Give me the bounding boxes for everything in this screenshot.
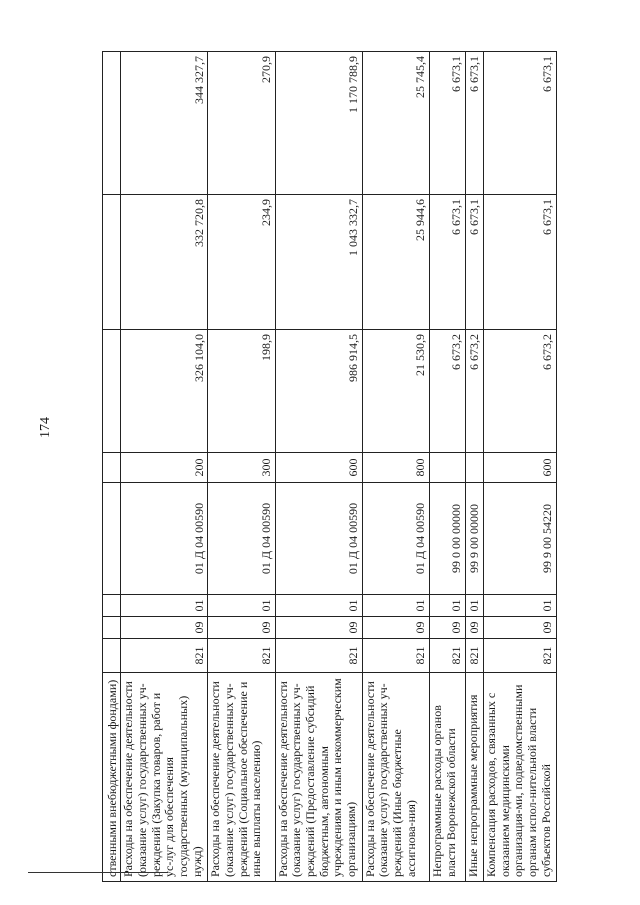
vr-code (429, 453, 465, 483)
table-row (103, 52, 121, 882)
csr-code: 01 Д 04 00590 (275, 483, 362, 595)
csr-code: 99 9 00 54220 (484, 483, 557, 595)
ved-code: 821 (275, 639, 362, 673)
row-name: Расходы на обеспечение деятельности (оказание услуг) государственных уч-реждений (Предоставление субсидий бюджетным, автономным учреждениям и иным некоммерческим организациям) (275, 673, 362, 882)
pr-code (103, 595, 121, 617)
csr-code: 99 9 00 00000 (465, 483, 483, 595)
pr-code: 01 (484, 595, 557, 617)
ved-code: 821 (429, 639, 465, 673)
budget-table-rotated-wrapper (102, 52, 557, 882)
amount-year-2 (103, 195, 121, 330)
rz-code: 09 (121, 617, 208, 639)
budget-table (102, 51, 557, 882)
rz-code (103, 617, 121, 639)
csr-code: 01 Д 04 00590 (121, 483, 208, 595)
table-row (484, 52, 557, 882)
amount-year-1: 6 673,2 (465, 330, 483, 453)
amount-year-2: 234,9 (208, 195, 275, 330)
rz-code: 09 (208, 617, 275, 639)
vr-code: 600 (484, 453, 557, 483)
rz-code: 09 (275, 617, 362, 639)
amount-year-3: 344 327,7 (121, 52, 208, 195)
amount-year-3: 25 745,4 (362, 52, 429, 195)
pr-code: 01 (275, 595, 362, 617)
pr-code: 01 (465, 595, 483, 617)
csr-code: 99 0 00 00000 (429, 483, 465, 595)
amount-year-2: 6 673,1 (465, 195, 483, 330)
table-row (465, 52, 483, 882)
amount-year-1 (103, 330, 121, 453)
vr-code: 300 (208, 453, 275, 483)
amount-year-2: 6 673,1 (484, 195, 557, 330)
rz-code: 09 (362, 617, 429, 639)
csr-code (103, 483, 121, 595)
amount-year-1: 21 530,9 (362, 330, 429, 453)
ved-code: 821 (465, 639, 483, 673)
row-name: Иные непрограммные мероприятия (465, 673, 483, 882)
page-number: 174 (38, 417, 53, 438)
amount-year-3: 6 673,1 (484, 52, 557, 195)
rz-code: 09 (429, 617, 465, 639)
amount-year-3: 6 673,1 (465, 52, 483, 195)
row-name: Расходы на обеспечение деятельности (оказание услуг) государственных уч-реждений (Иные бюджетные ассигнова-ния) (362, 673, 429, 882)
rz-code: 09 (484, 617, 557, 639)
table-row (429, 52, 465, 882)
table-row (121, 52, 208, 882)
amount-year-1: 198,9 (208, 330, 275, 453)
row-name: Расходы на обеспечение деятельности (оказание услуг) государственных уч-реждений (Социальное обеспечение и иные выплаты населению) (208, 673, 275, 882)
row-name: ственными внебюджетными фондами) (103, 673, 121, 882)
amount-year-3: 270,9 (208, 52, 275, 195)
ved-code: 821 (208, 639, 275, 673)
rz-code: 09 (465, 617, 483, 639)
amount-year-3 (103, 52, 121, 195)
amount-year-2: 1 043 332,7 (275, 195, 362, 330)
row-name: Расходы на обеспечение деятельности (оказание услуг) государственных уч-реждений (Закупка товаров, работ и ус-луг для обеспечения государственных (муниципальных) нужд) (121, 673, 208, 882)
vr-code (103, 453, 121, 483)
amount-year-3: 1 170 788,9 (275, 52, 362, 195)
footnote-divider (28, 872, 168, 873)
vr-code: 800 (362, 453, 429, 483)
csr-code: 01 Д 04 00590 (208, 483, 275, 595)
pr-code: 01 (429, 595, 465, 617)
table-row (275, 52, 362, 882)
amount-year-1: 6 673,2 (484, 330, 557, 453)
amount-year-2: 25 944,6 (362, 195, 429, 330)
amount-year-1: 6 673,2 (429, 330, 465, 453)
amount-year-3: 6 673,1 (429, 52, 465, 195)
table-row (208, 52, 275, 882)
vr-code (465, 453, 483, 483)
amount-year-1: 326 104,0 (121, 330, 208, 453)
ved-code: 821 (484, 639, 557, 673)
ved-code (103, 639, 121, 673)
ved-code: 821 (121, 639, 208, 673)
vr-code: 600 (275, 453, 362, 483)
row-name: Непрограммные расходы органов власти Воронежской области (429, 673, 465, 882)
amount-year-1: 986 914,5 (275, 330, 362, 453)
amount-year-2: 332 720,8 (121, 195, 208, 330)
ved-code: 821 (362, 639, 429, 673)
pr-code: 01 (121, 595, 208, 617)
pr-code: 01 (362, 595, 429, 617)
amount-year-2: 6 673,1 (429, 195, 465, 330)
csr-code: 01 Д 04 00590 (362, 483, 429, 595)
vr-code: 200 (121, 453, 208, 483)
table-row (362, 52, 429, 882)
pr-code: 01 (208, 595, 275, 617)
row-name: Компенсация расходов, связанных с оказанием медицинскими организация-ми, подведомственными органам испол-нительной власти субъектов Российской (484, 673, 557, 882)
